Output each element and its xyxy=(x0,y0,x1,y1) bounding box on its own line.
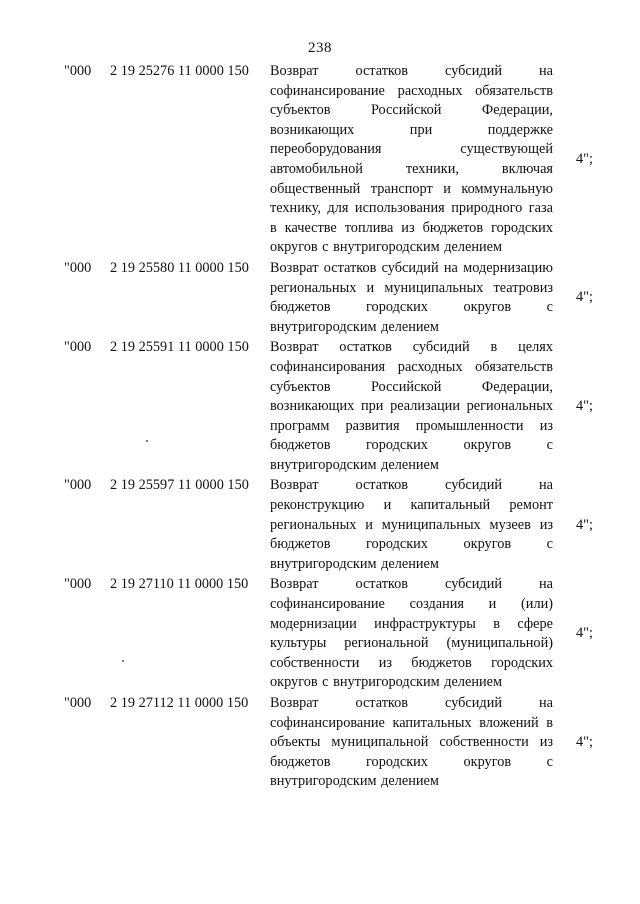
row-tail-text: 4"; xyxy=(576,151,593,168)
table-row xyxy=(64,694,624,792)
admin-code: "000 xyxy=(64,259,92,276)
budget-code: 2 19 25580 11 0000 150 xyxy=(110,259,249,276)
classification-table xyxy=(64,62,624,793)
row-tail-text: 4"; xyxy=(576,516,593,533)
code-description: Возврат остатков субсидий на модернизацию региональных и муниципальных театровиз бюджетов городских округов с внутригородским делением xyxy=(270,259,553,335)
scan-speck xyxy=(146,440,148,442)
admin-code: "000 xyxy=(64,63,92,79)
row-tail xyxy=(553,694,595,792)
admin-code: "000 xyxy=(64,339,92,356)
admin-code: "000 xyxy=(64,576,92,593)
page-number: 238 xyxy=(308,40,332,56)
budget-code: 2 19 25591 11 0000 150 xyxy=(110,339,249,356)
row-tail xyxy=(553,575,595,693)
budget-code: 2 19 25276 11 0000 150 xyxy=(110,63,249,79)
row-tail-text: 4"; xyxy=(576,625,593,642)
scan-speck xyxy=(122,660,124,662)
row-tail xyxy=(553,476,595,574)
code-description: Возврат остатков субсидий на софинансирование капитальных вложений в объекты муниципальной собственности из бюджетов городских округов с внутригородским делением xyxy=(270,695,553,790)
code-description: Возврат остатков субсидий на реконструкцию и капитальный ремонт региональных и муниципальных музеев из бюджетов городских округов с внутригородским делением xyxy=(270,477,553,572)
row-tail xyxy=(553,259,595,337)
table-row xyxy=(64,338,624,475)
table-row xyxy=(64,259,624,337)
code-description: Возврат остатков субсидий на софинансирование создания и (или) модернизации инфраструктуры в сфере культуры региональной (муниципальной) собственности из бюджетов городских округов с внутригородским делением xyxy=(270,576,553,691)
row-tail-text: 4"; xyxy=(576,398,593,415)
budget-code: 2 19 25597 11 0000 150 xyxy=(110,477,249,494)
row-tail xyxy=(553,338,595,475)
admin-code: "000 xyxy=(64,477,92,494)
budget-code: 2 19 27110 11 0000 150 xyxy=(110,576,249,593)
table-row xyxy=(64,575,624,693)
admin-code: "000 xyxy=(64,695,92,711)
code-description: Возврат остатков субсидий на софинансирование расходных обязательств субъектов Российской Федерации, возникающих при поддержке переоборудования существующей автомобильной техники, включая общественный транспорт и коммунальную технику, для использования природного газа в качестве топлива из бюджетов городских округов с внутригородским делением xyxy=(270,63,553,256)
budget-code: 2 19 27112 11 0000 150 xyxy=(110,695,249,711)
table-row xyxy=(64,476,624,574)
code-description: Возврат остатков субсидий в целях софинансирования расходных обязательств субъектов Российской Федерации, возникающих при реализации региональных программ развития промышленности из бюджетов городских округов с внутригородским делением xyxy=(270,339,553,473)
table-row xyxy=(64,62,624,258)
row-tail xyxy=(553,62,595,258)
row-tail-text: 4"; xyxy=(576,289,593,306)
row-tail-text: 4"; xyxy=(576,734,593,751)
